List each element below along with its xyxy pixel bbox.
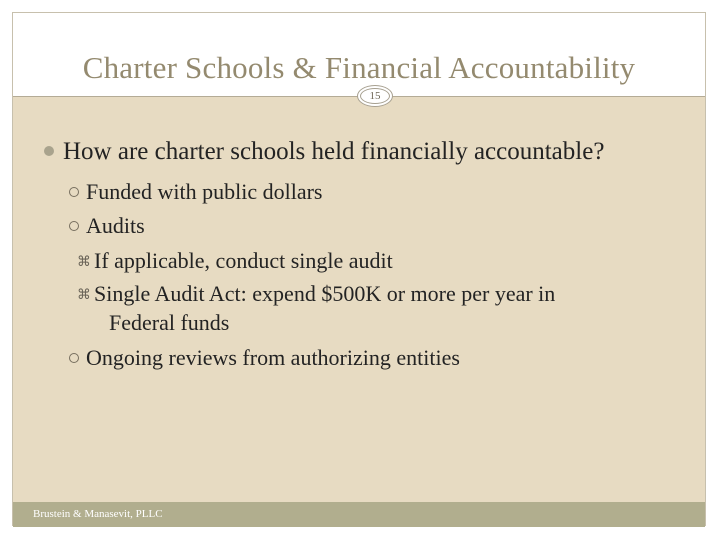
sub-bullet-funded-text: Funded with public dollars bbox=[86, 179, 323, 204]
sub-bullet-funded bbox=[69, 179, 322, 205]
slide-title: Charter Schools & Financial Accountability bbox=[82, 50, 636, 85]
sub-sub-bullet-audit-act bbox=[77, 281, 555, 307]
sub-sub-bullet-audit-act-continued bbox=[109, 310, 229, 336]
bullet-main-text: How are charter schools held financially accountable? bbox=[63, 138, 605, 165]
bullet-ring-icon bbox=[69, 353, 79, 363]
page-number: 15 bbox=[360, 88, 390, 104]
bullet-cross-icon: ⌘ bbox=[77, 255, 91, 270]
sub-sub-bullet-audit-act-text-line1: Single Audit Act: expend $500K or more per year in bbox=[94, 281, 556, 306]
footer-text: Brustein & Manasevit, PLLC bbox=[33, 508, 163, 520]
footer-bar bbox=[13, 502, 705, 527]
sub-bullet-audits-text: Audits bbox=[86, 213, 145, 238]
sub-bullet-reviews bbox=[69, 345, 460, 371]
sub-sub-bullet-single-audit bbox=[77, 248, 393, 274]
bullet-cross-icon: ⌘ bbox=[77, 288, 91, 303]
page-number-badge bbox=[357, 85, 393, 107]
bullet-dot-icon bbox=[44, 146, 54, 156]
title-area bbox=[13, 13, 705, 96]
bullet-ring-icon bbox=[69, 187, 79, 197]
sub-sub-bullet-single-audit-text: If applicable, conduct single audit bbox=[94, 248, 393, 273]
bullet-ring-icon bbox=[69, 221, 79, 231]
sub-bullet-reviews-text: Ongoing reviews from authorizing entities bbox=[86, 345, 460, 370]
slide bbox=[12, 12, 706, 526]
bullet-main bbox=[44, 138, 604, 166]
sub-sub-bullet-audit-act-text-line2: Federal funds bbox=[109, 310, 230, 335]
sub-bullet-audits bbox=[69, 213, 145, 239]
